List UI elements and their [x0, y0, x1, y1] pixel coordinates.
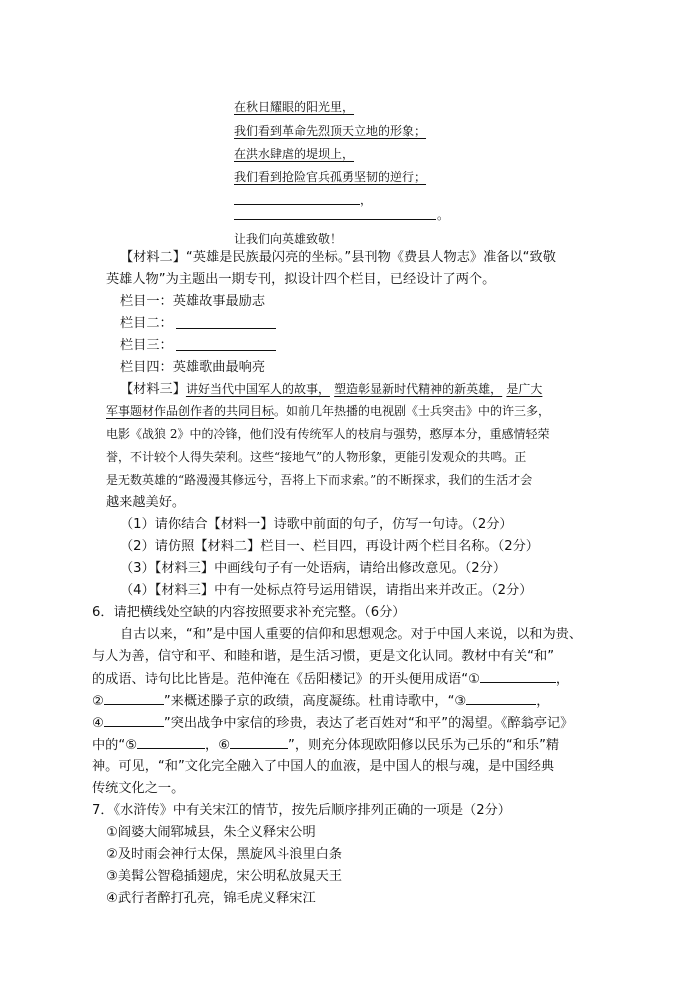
material2-column-2: 栏目二：	[120, 316, 173, 331]
material3-label: 【材料三】	[120, 382, 186, 397]
q6-line5-num: ④	[92, 716, 104, 731]
material2-column-3: 栏目三：	[120, 338, 173, 353]
material3-line-4: 誉，不计较个人得失荣利。这些“接地气”的人物形象，更能引发观众的共鸣。正	[106, 450, 527, 464]
q6-line3-text: 的成语、诗句比比皆是。范仲淹在《岳阳楼记》的开头便用成语“①	[92, 672, 480, 687]
question-7-option-1[interactable]: ①阎婆大闹郓城县，朱仝义释宋公明	[106, 825, 316, 840]
question-6-line-7: 神。可见，“和”文化完全融入了中国人的血液，是中国人的根与魂，是中国经典	[92, 759, 555, 774]
poem-line-6-period: 。	[437, 208, 450, 222]
question-6-line-4	[92, 690, 549, 713]
blank-5[interactable]	[137, 734, 205, 749]
question-7-option-3[interactable]: ③美髯公智稳插翅虎，宋公明私放晁天王	[106, 869, 343, 884]
q6-line3-comma: ，	[555, 672, 570, 687]
poem-blank-2[interactable]	[234, 219, 436, 220]
question-7-option-4[interactable]: ④武行者醉打孔亮，锦毛虎义释宋江	[106, 891, 316, 906]
q6-line4-text: ”来概述滕子京的政绩，高度凝练。杜甫诗歌中，“③	[163, 694, 467, 709]
material3-underlined-3: 是广大	[506, 382, 543, 396]
blank-1[interactable]	[480, 668, 556, 683]
question-5-2: （2）请仿照【材料二】栏目一、栏目四，再设计两个栏目名称。（2分）	[120, 539, 539, 554]
poem-line-4: 我们看到抢险官兵孤勇坚韧的逆行；	[234, 170, 427, 184]
material2-line-2: 英雄人物”为主题出一期专刊，拟设计四个栏目，已经设计了两个。	[106, 272, 496, 287]
q6-line6-rest: ”，则充分体现欧阳修以民乐为己乐的“和乐”精	[288, 738, 560, 753]
blank-2[interactable]	[104, 690, 164, 705]
material3-line-6: 越来越美好。	[106, 495, 186, 510]
question-6-line-3	[92, 668, 569, 691]
poem-line-1: 在秋日耀眼的阳光里，	[234, 100, 355, 114]
material3-line-5: 是无数英雄的“路漫漫其修远兮，吾将上下而求索。”的不断探求，我们的生活才会	[106, 473, 533, 487]
q6-line6-num: ，⑥	[205, 738, 231, 753]
column-3-blank[interactable]	[176, 350, 276, 351]
column-2-blank[interactable]	[176, 328, 276, 329]
question-5-1: （1）请你结合【材料一】诗歌中前面的句子，仿写一句诗。（2分）	[120, 517, 513, 532]
question-7-title: 7．《水浒传》中有关宋江的情节，按先后顺序排列正确的一项是（2分）	[92, 803, 511, 818]
poem-line-2: 我们看到革命先烈顶天立地的形象；	[234, 124, 427, 138]
material3-line-2	[106, 400, 550, 422]
material3-line-1	[120, 378, 542, 401]
poem-blank-1[interactable]	[234, 204, 360, 205]
question-6-line-5	[92, 712, 573, 735]
material3-underlined-4: 军事题材作品创作者的共同目标	[106, 404, 275, 418]
q6-line6-text: 中的“⑤	[92, 738, 138, 753]
blank-4[interactable]	[104, 712, 164, 727]
blank-3[interactable]	[466, 690, 536, 705]
q6-line4-num: ②	[92, 694, 104, 709]
blank-6[interactable]	[230, 734, 288, 749]
question-5-3: （3）【材料三】中画线句子有一处语病，请给出修改意见。（2分）	[120, 561, 507, 576]
question-6-line-2: 与人为善，信守和平、和睦和谐，是生活习惯，更是文化认同。教材中有关“和”	[92, 649, 555, 664]
material3-underlined-1: 讲好当代中国军人的故事，	[185, 382, 330, 396]
poem-line-3: 在洪水肆虐的堤坝上，	[234, 147, 355, 161]
question-6-line-1: 自古以来，“和”是中国人重要的信仰和思想观念。对于中国人来说，以和为贵、	[120, 627, 583, 642]
material3-underlined-2: 塑造彰显新时代精神的新英雄，	[334, 382, 503, 396]
material3-line-3: 电影《战狼 2》中的冷锋，他们没有传统军人的枝肩与强势，憨厚本分，重感情轻荣	[106, 427, 550, 441]
poem-line-7: 让我们向英雄致敬！	[234, 232, 343, 246]
material2-column-4: 栏目四：英雄歌曲最响亮	[120, 360, 266, 375]
question-5-4: （4）【材料三】中有一处标点符号运用错误，请指出来并改正。（2分）	[120, 583, 533, 598]
question-6-line-6	[92, 734, 559, 757]
material2-column-1: 栏目一：英雄故事最励志	[120, 294, 266, 309]
poem-line-5-comma: ，	[360, 193, 373, 207]
material2-line-1: 【材料二】“英雄是民族最闪亮的坐标。”县刊物《费县人物志》准备以“致敬	[120, 250, 556, 265]
question-6-title: 6．请把横线处空缺的内容按照要求补充完整。（6分）	[92, 605, 406, 620]
q6-line4-comma: ，	[536, 694, 550, 709]
question-6-line-8: 传统文化之一。	[92, 781, 185, 796]
material3-line-2-rest: 。如前几年热播的电视剧《士兵突击》中的许三多，	[274, 404, 551, 418]
q6-line5-text: ”突出战争中家信的珍贵，表达了老百姓对“和平”的渴望。《醉翁亭记》	[163, 716, 574, 731]
question-7-option-2[interactable]: ②及时雨会神行太保，黑旋风斗浪里白条	[106, 847, 343, 862]
